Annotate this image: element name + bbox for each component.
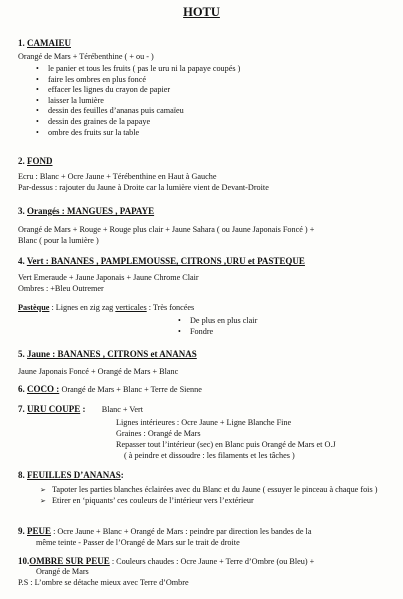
section-number: 7. xyxy=(18,404,25,414)
list-item: • le panier et tous les fruits ( pas le uru ni la papaye coupés ) xyxy=(36,64,240,75)
section-colon: : xyxy=(80,404,86,414)
section-9-text: même teinte - Passer de l’Orangé de Mars sur le trait de droite xyxy=(36,538,240,547)
section-title: Jaune : BANANES , CITRONS et ANANAS xyxy=(27,349,197,359)
verticales-word: verticales xyxy=(115,303,147,312)
section-number: 1. xyxy=(18,38,25,48)
section-9-text: : Ocre Jaune + Blanc + Orangé de Mars : peindre par direction les bandes de la xyxy=(51,527,312,536)
list-item: • De plus en plus clair xyxy=(178,316,257,327)
list-item: • effacer les lignes du crayon de papier xyxy=(36,85,240,96)
section-2-text: Ecru : Blanc + Ocre Jaune + Térébenthine en Haut à Gauche xyxy=(18,172,217,181)
section-7-line: Repasser tout l’intérieur (sec) en Blanc puis Orangé de Mars et O.J xyxy=(116,440,336,449)
section-3-heading xyxy=(18,206,154,216)
section-number: 2. xyxy=(18,156,25,166)
section-4-text: Ombres : +Bleu Outremer xyxy=(18,284,104,293)
section-number: 3. xyxy=(18,206,25,216)
section-title: FEUILLES D’ANANAS xyxy=(27,470,121,480)
section-number: 5. xyxy=(18,349,25,359)
section-title: COCO : xyxy=(27,384,60,394)
section-4-text: Vert Emeraude + Jaune Japonais + Jaune Chrome Clair xyxy=(18,273,199,282)
section-colon: : xyxy=(120,470,124,480)
pasteque-line xyxy=(18,303,194,314)
section-title: Orangés : MANGUES , PAPAYE xyxy=(27,206,155,216)
section-title: CAMAIEU xyxy=(27,38,71,48)
list-item: • Fondre xyxy=(178,327,257,338)
list-item: ➢ Etirer en ‘piquants’ ces couleurs de l’intérieur vers l’extérieur xyxy=(40,496,385,507)
section-title: Vert : BANANES , PAMPLEMOUSSE, CITRONS ,URU et PASTEQUE xyxy=(26,256,305,266)
postscript: P.S : L’ombre se détache mieux avec Terre d’Ombre xyxy=(18,578,189,587)
list-item: • laisser la lumière xyxy=(36,96,240,107)
section-1-text: Orangé de Mars + Térébenthine ( + ou - ) xyxy=(18,52,154,61)
list-item: • dessin des feuilles d’ananas puis camaïeu xyxy=(36,106,240,117)
section-6-heading xyxy=(18,384,202,394)
pasteque-label: Pastèque xyxy=(18,303,50,312)
pasteque-text-end: : Très foncées xyxy=(146,303,195,312)
section-5-text: Jaune Japonais Foncé + Orangé de Mars + Blanc xyxy=(18,367,179,376)
section-9-heading xyxy=(18,526,311,536)
list-item: • dessin des graines de la papaye xyxy=(36,117,240,128)
section-title: PEUE xyxy=(27,526,52,536)
section-number: 4. xyxy=(18,256,25,266)
section-1-list xyxy=(36,64,240,138)
section-7-line: ( à peindre et dissoudre : les filaments et les tâches ) xyxy=(124,451,295,460)
section-number: 10. xyxy=(18,556,30,566)
section-number: 8. xyxy=(18,470,25,480)
section-10-text: Orangé de Mars xyxy=(36,567,89,576)
section-7-first: Blanc + Vert xyxy=(101,405,144,414)
section-5-heading xyxy=(18,349,197,359)
list-item: ➢ Tapoter les parties blanches éclairées avec du Blanc et du Jaune ( essuyer le pinceau à chaque fois ) xyxy=(40,485,385,496)
section-number: 9. xyxy=(18,526,25,536)
list-item: • faire les ombres en plus foncé xyxy=(36,75,240,86)
list-item: • ombre des fruits sur la table xyxy=(36,128,240,139)
section-3-text: Orangé de Mars + Rouge + Rouge plus clair + Jaune Sahara ( ou Jaune Japonais Foncé ) + xyxy=(18,225,315,234)
section-number: 6. xyxy=(18,384,25,394)
section-title: URU COUPE xyxy=(27,404,81,414)
section-7-line: Lignes intérieures : Ocre Jaune + Ligne Blanche Fine xyxy=(116,418,292,427)
section-title: FOND xyxy=(27,156,53,166)
section-title: OMBRE SUR PEUE xyxy=(29,556,110,566)
section-7-line: Graines : Orangé de Mars xyxy=(116,429,201,438)
section-10-text: : Couleurs chaudes : Ocre Jaune + Terre d’Ombre (ou Bleu) + xyxy=(109,557,315,566)
section-2-text: Par-dessus : rajouter du Jaune à Droite car la lumière vient de Devant-Droite xyxy=(18,183,269,192)
section-4-heading xyxy=(18,256,305,266)
section-7-heading xyxy=(18,404,143,414)
document-title: HOTU xyxy=(183,5,220,19)
pasteque-list xyxy=(178,316,257,337)
section-10-heading xyxy=(18,556,314,566)
section-6-text: Orangé de Mars + Blanc + Terre de Sienne xyxy=(61,385,202,394)
pasteque-text: : Lignes en zig zag xyxy=(49,303,116,312)
section-1-heading xyxy=(18,38,71,48)
section-8-heading xyxy=(18,470,124,480)
section-8-list xyxy=(40,485,385,506)
section-2-heading xyxy=(18,156,53,166)
section-3-text: Blanc ( pour la lumière ) xyxy=(18,236,99,245)
